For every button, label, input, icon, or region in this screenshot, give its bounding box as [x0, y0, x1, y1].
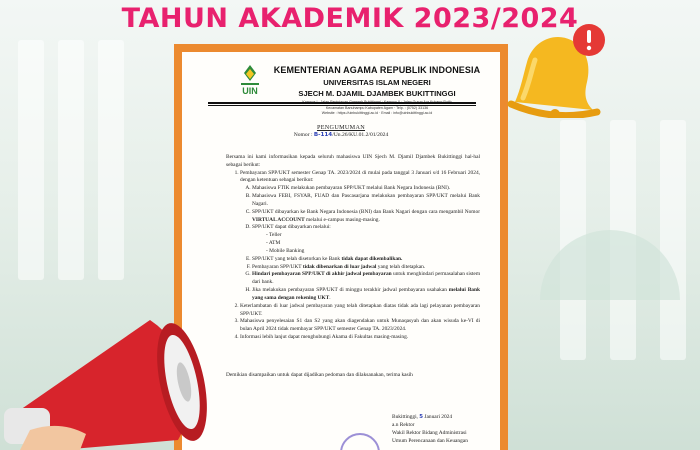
sub-item — [252, 193, 480, 209]
announcement-number — [182, 131, 500, 139]
sub-list — [240, 185, 480, 302]
background-column — [18, 40, 44, 280]
number-prefix: Nomor : — [293, 132, 314, 138]
letterhead — [190, 60, 492, 116]
intro-text: Bersama ini kami informasikan kepada seluruh mahasiswa UIN Sjech M. Djamil Djambek Bukittinggi hal-hal sebagai berikut: — [226, 154, 480, 168]
sub-item — [252, 271, 480, 287]
official-stamp — [340, 433, 380, 450]
closing-text: Demikian disampaikan untuk dapat dijadikan pedoman dan dilaksanakan, terima kasih — [226, 372, 413, 378]
address-line: Kecamatan Banuhampu Kabupaten Agam · Telp. : (0752) 33136 — [325, 105, 429, 110]
list-item — [240, 170, 480, 303]
sub-item-bold: VIRTUAL ACCOUNT — [252, 216, 305, 223]
background-column — [660, 120, 686, 360]
university-logo — [234, 63, 266, 103]
letterhead-text — [272, 64, 482, 116]
sub-item — [252, 287, 480, 303]
sub-item-text: Jika melakukan pembayaran SPP/UKT di minggu terakhir jadwal pembayaran usahakan — [252, 287, 449, 294]
sub-item — [252, 264, 480, 272]
item-text: Pembayaran SPP/UKT semester Genap TA. 2023/2024 di mulai pada tanggal 3 Januari s/d 16 Februari 2024, dengan ketentuan sebagai berikut: — [240, 169, 480, 184]
sub-item-text: SPP/UKT dapat dibayarkan melalui: — [252, 224, 331, 231]
signer-position: Umum Perencanaan dan Keuangan — [392, 438, 468, 445]
announcement-body — [226, 154, 480, 342]
list-item: 3. Mahasiswa penyelesaian S1 dan S2 yang akan diagendakan untuk Munaqasyah dan akan wisuda ke-VI di bulan April 2024 tidak membayar SPP/UKT semester Genap TA. 2023/2024. — [240, 318, 480, 334]
sub-item — [252, 185, 480, 193]
sub-item-text: SPP/UKT yang telah disetorkan ke Bank — [252, 255, 342, 262]
list-item: 4. Informasi lebih lanjut dapat menghubungi Akama di Fakultas masing-masing. — [240, 334, 480, 342]
place-date — [392, 413, 500, 421]
sub-item — [252, 224, 480, 255]
announcement-title: PENGUMUMAN — [316, 124, 366, 131]
on-behalf: a.n Rektor — [392, 422, 415, 429]
headline: TAHUN AKADEMIK 2023/2024 — [121, 3, 579, 34]
background-column — [98, 40, 124, 280]
channel-item: - ATM — [266, 240, 480, 248]
signature-block — [392, 413, 500, 445]
channel-item: - Teller — [266, 232, 480, 240]
number-suffix: /Un.26/KU.01.2/01/2024 — [332, 132, 389, 138]
payment-channels — [252, 232, 480, 255]
sub-item-text: SPP/UKT dibayarkan ke Bank Negara Indonesia (BNI) dan Bank Nagari dengan cara mengambil Nomor — [252, 208, 480, 215]
place-date-text: Bukittinggi, — [392, 414, 420, 420]
place-date-text: Januari 2024 — [423, 414, 453, 420]
sub-item-text: . — [329, 294, 331, 301]
university-name: UNIVERSITAS ISLAM NEGERI — [323, 78, 431, 88]
megaphone-icon — [0, 300, 230, 450]
sub-item — [252, 256, 480, 264]
sub-item-bold: Hindari pembayaran SPP/UKT di akhir jadwal pembayaran — [252, 271, 392, 278]
bell-icon — [503, 18, 613, 118]
channel-item: - Mobile Banking — [266, 248, 480, 256]
sub-item-text: untuk menghindari permasalahan sistem dari bank. — [252, 271, 481, 286]
sub-item-bold: tidak dibenarkan di luar jadwal — [302, 263, 377, 270]
sub-item-text: melalui e-campus masing-masing. — [304, 216, 380, 223]
address-line: Website : https://uinbukittinggi.ac.id · Email : info@uinbukittinggi.ac.id — [321, 111, 433, 116]
university-name-2: SJECH M. DJAMIL DJAMBEK BUKITTINGGI — [298, 89, 456, 99]
sub-item-text: yang telah ditetapkan. — [376, 263, 426, 270]
ministry-name: KEMENTERIAN AGAMA REPUBLIK INDONESIA — [273, 65, 481, 75]
letterhead-rule — [208, 105, 476, 106]
main-list — [226, 170, 480, 342]
signer-position: Wakil Rektor Bidang Administrasi — [392, 430, 467, 437]
logo-text: UIN — [242, 86, 258, 96]
sub-item-text: Mahasiswa FEBI, FSYAR, FUAD dan Pascasarjana melakukan pembayaran SPP/UKT melalui Bank Nagari. — [252, 193, 480, 207]
number-handwritten: B-114 — [313, 132, 333, 138]
sub-item-bold: melalui Bank yang sama dengan rekening UKT — [252, 287, 480, 301]
list-item: 2. Keterlambatan di luar jadwal pembayaran yang telah ditetapkan diatas tidak ada lagi pelayanan pembayaran SPP/UKT. — [240, 303, 480, 319]
sub-item-text: Pembayaran SPP/UKT — [252, 263, 303, 270]
letterhead-rule — [208, 102, 476, 104]
date-handwritten: 5 — [419, 414, 424, 420]
sub-item-bold: tidak dapat dikembalikan. — [341, 255, 403, 262]
sub-item — [252, 209, 480, 225]
background-column — [58, 40, 84, 280]
sub-item-text: Mahasiswa FTIK melakukan pembayaran SPP/UKT melalui Bank Negara Indonesia (BNI). — [252, 185, 451, 192]
